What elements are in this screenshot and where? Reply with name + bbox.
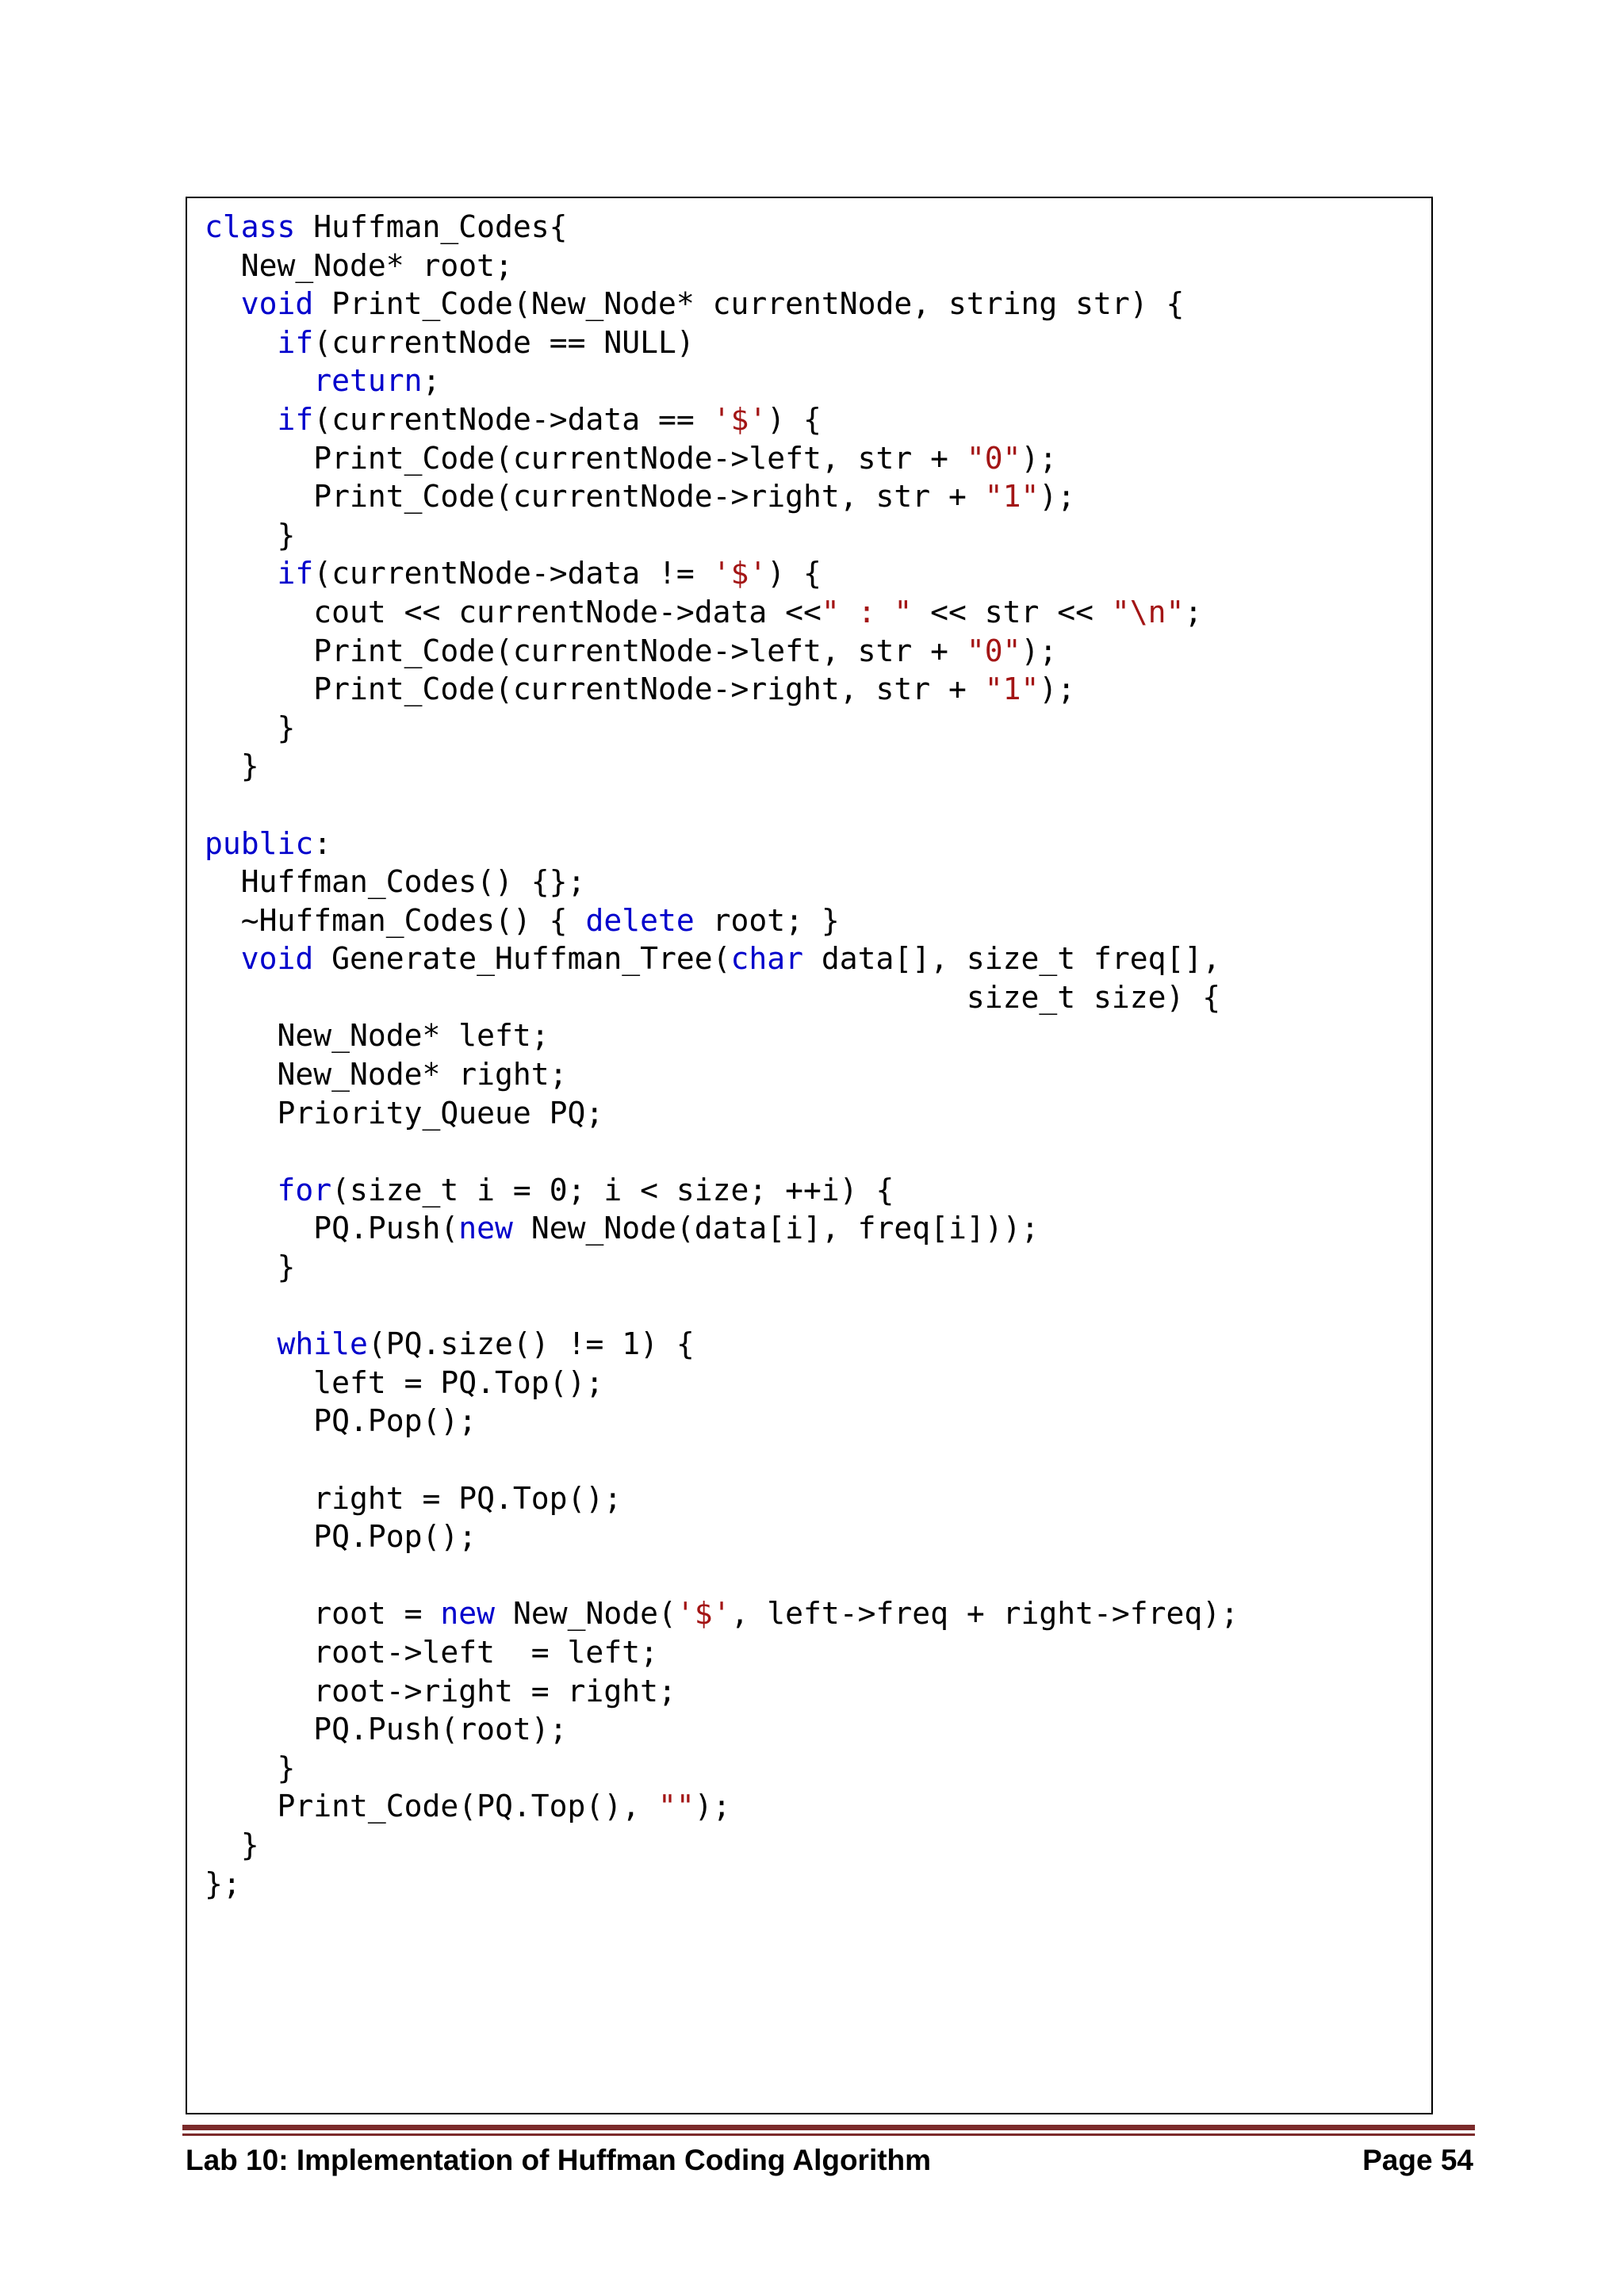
code-line	[205, 247, 1239, 285]
code-line	[205, 1633, 1239, 1672]
code-text	[205, 286, 241, 321]
code-text: ~Huffman_Codes() {	[205, 902, 586, 938]
code-keyword: void	[240, 941, 314, 977]
code-text: );	[1039, 672, 1076, 707]
code-text: };	[205, 1866, 241, 1901]
code-line	[205, 670, 1239, 709]
code-text: , left->freq + right->freq);	[730, 1596, 1239, 1632]
code-keyword: while	[277, 1326, 368, 1362]
code-keyword: new	[458, 1211, 513, 1246]
code-text: New_Node* right;	[205, 1057, 568, 1093]
code-string: '$'	[712, 556, 768, 591]
code-line	[205, 208, 1239, 247]
code-string: ""	[657, 1789, 695, 1824]
code-text: Generate_Huffman_Tree(	[313, 941, 731, 977]
code-line	[205, 1826, 1239, 1865]
code-text: Print_Code(currentNode->left, str +	[205, 440, 967, 476]
code-line	[205, 1517, 1239, 1556]
code-text: (currentNode->data !=	[313, 556, 713, 591]
code-text: PQ.Push(	[205, 1211, 459, 1246]
code-line	[205, 1710, 1239, 1749]
code-string: "1"	[984, 672, 1040, 707]
code-text: }	[205, 517, 296, 553]
code-text: PQ.Push(root);	[205, 1712, 568, 1747]
code-line	[205, 632, 1239, 671]
code-text: (size_t i = 0; i < size; ++i) {	[331, 1172, 894, 1207]
code-line	[205, 747, 1239, 786]
code-line	[205, 978, 1239, 1017]
code-keyword: if	[277, 556, 314, 591]
code-text: Print_Code(PQ.Top(),	[205, 1789, 658, 1824]
code-text: );	[1021, 633, 1058, 668]
code-text: (PQ.size() != 1) {	[367, 1326, 695, 1362]
code-line	[205, 1749, 1239, 1788]
code-text: root->right = right;	[205, 1673, 676, 1709]
code-line	[205, 709, 1239, 748]
code-line	[205, 1171, 1239, 1210]
code-line	[205, 439, 1239, 478]
code-text: cout << currentNode->data <<	[205, 594, 822, 629]
code-keyword: for	[277, 1172, 332, 1207]
code-text: }	[205, 1249, 296, 1285]
code-line	[205, 786, 1239, 825]
code-keyword: new	[440, 1596, 496, 1632]
code-text: New_Node(data[i], freq[i]));	[512, 1211, 1040, 1246]
code-line	[205, 477, 1239, 516]
code-text: (currentNode == NULL)	[313, 324, 695, 360]
code-line	[205, 1325, 1239, 1364]
code-line	[205, 1094, 1239, 1133]
code-text: PQ.Pop();	[205, 1403, 477, 1439]
code-text: }	[205, 1827, 259, 1862]
code-text: );	[1021, 440, 1058, 476]
code-text	[205, 556, 278, 591]
code-keyword: public	[205, 825, 314, 861]
code-text: Print_Code(currentNode->left, str +	[205, 633, 967, 668]
code-line	[205, 1055, 1239, 1094]
code-text: New_Node* root;	[205, 247, 513, 283]
code-keyword: return	[313, 363, 423, 399]
code-line	[205, 593, 1239, 632]
code-text: ) {	[767, 556, 822, 591]
code-text	[205, 941, 241, 976]
code-text: New_Node* left;	[205, 1018, 550, 1054]
code-line	[205, 863, 1239, 901]
code-line	[205, 1672, 1239, 1711]
code-line	[205, 1787, 1239, 1826]
code-line	[205, 1209, 1239, 1248]
code-line	[205, 1556, 1239, 1595]
code-string: "1"	[984, 479, 1040, 515]
code-line	[205, 1865, 1239, 1904]
code-text: ;	[1184, 594, 1203, 629]
code-string: '$'	[676, 1596, 731, 1632]
code-line	[205, 825, 1239, 863]
code-line	[205, 1441, 1239, 1479]
code-line	[205, 516, 1239, 555]
code-line	[205, 362, 1239, 400]
code-text: Priority_Queue PQ;	[205, 1095, 604, 1131]
code-text: right = PQ.Top();	[205, 1480, 622, 1516]
code-line	[205, 1364, 1239, 1402]
code-text	[205, 363, 313, 398]
code-line	[205, 554, 1239, 593]
code-line	[205, 901, 1239, 940]
code-block	[205, 208, 1239, 1903]
code-string: '$'	[712, 401, 768, 437]
code-line	[205, 1402, 1239, 1441]
code-line	[205, 939, 1239, 978]
code-text: PQ.Pop();	[205, 1519, 477, 1555]
code-keyword: if	[277, 401, 314, 437]
code-keyword: char	[730, 941, 803, 977]
code-text: );	[694, 1789, 731, 1824]
code-text: );	[1039, 479, 1076, 515]
code-keyword: class	[205, 209, 296, 244]
footer-title: Lab 10: Implementation of Huffman Coding Algorithm	[186, 2144, 932, 2176]
code-text: :	[313, 825, 332, 861]
code-text: Print_Code(currentNode->right, str +	[205, 672, 985, 707]
code-text: }	[205, 1750, 296, 1785]
code-text: }	[205, 710, 296, 745]
code-keyword: void	[240, 286, 314, 322]
footer-rule-thin	[182, 2133, 1475, 2136]
code-string: " : "	[821, 594, 913, 629]
code-line	[205, 400, 1239, 439]
code-text: Print_Code(currentNode->right, str +	[205, 479, 985, 515]
code-line	[205, 1479, 1239, 1518]
code-text: }	[205, 748, 259, 784]
code-text: (currentNode->data ==	[313, 401, 713, 437]
code-text: root; }	[694, 902, 840, 938]
code-text	[205, 1173, 278, 1207]
code-text: ;	[422, 363, 441, 399]
code-line	[205, 285, 1239, 323]
code-keyword: if	[277, 324, 314, 360]
code-text: New_Node(	[495, 1596, 676, 1632]
code-text: size_t size) {	[205, 979, 1221, 1015]
footer-rule-thick	[182, 2125, 1475, 2130]
code-keyword: delete	[585, 902, 695, 938]
code-string: "0"	[966, 440, 1021, 476]
code-text: Huffman_Codes{	[295, 209, 568, 244]
code-text	[205, 1326, 278, 1361]
code-line	[205, 1248, 1239, 1287]
code-text: left = PQ.Top();	[205, 1364, 604, 1400]
code-line	[205, 323, 1239, 362]
code-string: "0"	[966, 633, 1021, 668]
code-text	[205, 325, 278, 360]
code-text: ) {	[767, 401, 822, 437]
page-number: Page 54	[1362, 2144, 1473, 2176]
code-text: Huffman_Codes() {};	[205, 864, 586, 900]
code-text: data[], size_t freq[],	[803, 941, 1221, 977]
code-line	[205, 1016, 1239, 1055]
code-line	[205, 1287, 1239, 1326]
code-text: Print_Code(New_Node* currentNode, string str) {	[313, 286, 1185, 322]
code-line	[205, 1594, 1239, 1633]
code-text	[205, 402, 278, 437]
code-string: "\n"	[1111, 594, 1185, 629]
code-text: root =	[205, 1596, 441, 1632]
code-text: << str <<	[912, 594, 1112, 629]
code-text: root->left = left;	[205, 1634, 658, 1670]
code-line	[205, 1132, 1239, 1171]
